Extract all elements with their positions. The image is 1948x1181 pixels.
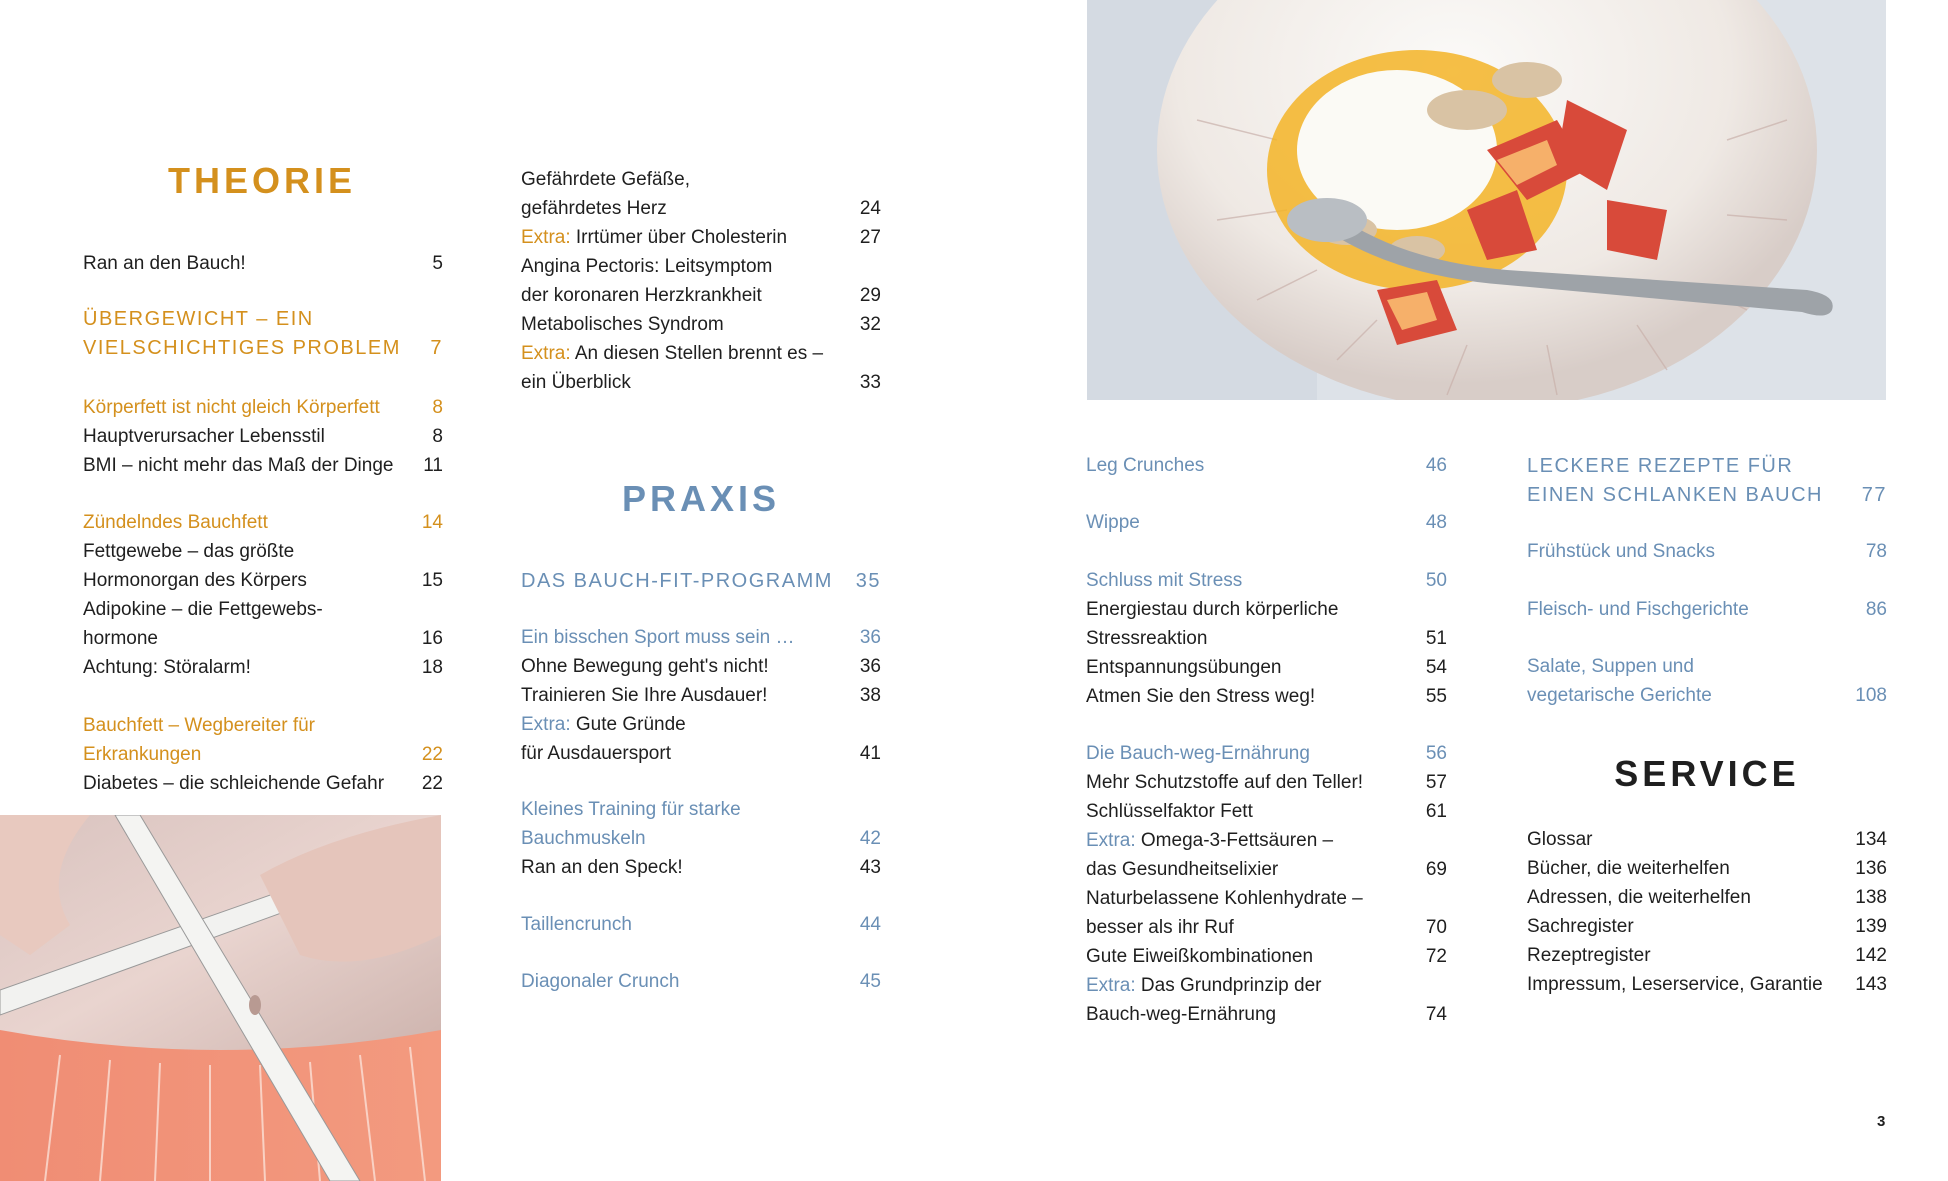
toc-column-4: LECKERE REZEPTE FÜR EINEN SCHLANKEN BAUCH 77 Frühstück und Snacks 78 Fleisch- und Fischgerichte 86 Salate, Suppen und vegetarische Gerichte 108 SERVICE Glossar 134 Bücher, die weiterhelfen 136 Adressen, die weiterhelfen 138 Sachregister 139 Rezeptregister 142 Impressum, Leserservice, Garantie 143: [1527, 455, 1887, 995]
service-heading: SERVICE: [1614, 753, 1800, 794]
praxis-heading: PRAXIS: [621, 478, 781, 519]
toc-column-theorie: Ran an den Bauch! 5 ÜBERGEWICHT – EIN VIELSCHICHTIGES PROBLEM 7 Körperfett ist nicht gleich Körperfett 8 Hauptverursacher Lebensstil 8 BMI – nicht mehr das Maß der Dinge 11 Zündelndes Bauchfett 14 Fettgewebe – das größte Hormonorgan des Körpers 15 Adipokine – die Fettgewebs- hormone 16 Achtung: Störalarm! 18 Bauchfett – Wegbereiter für Erkrankungen 22 Diabetes – die schleichende Gefahr 22: [83, 253, 443, 794]
page-number: 3: [1877, 1113, 1886, 1130]
toc-column-2: Gefährdete Gefäße, gefährdetes Herz 24 Extra: Irrtümer über Cholesterin 27 Angina Pectoris: Leitsymptom der koronaren Herzkrankheit 29 Metabolisches Syndrom 32 Extra: An diesen Stellen brennt es – ein Überblick 33 PRAXIS DAS BAUCH-FIT-PROGRAMM 35 Ein bisschen Sport muss sein … 36 Ohne Bewegung geht's nicht! 36 Trainieren Sie Ihre Ausdauer! 38 Extra: Gute Gründe für Ausdauersport 41 Kleines Training für starke Bauchmuskeln 42 Ran an den Speck! 43 Taillencrunch 44 Diagonaler Crunch 45: [521, 169, 881, 992]
toc-column-3: Leg Crunches 46 Wippe 48 Schluss mit Stress 50 Energiestau durch körperliche Stressreaktion 51 Entspannungsübungen 54 Atmen Sie den Stress weg! 55 Die Bauch-weg-Ernährung 56 Mehr Schutzstoffe auf den Teller! 57 Schlüsselfaktor Fett 61 Extra: Omega-3-Fettsäuren – das Gesundheitselixier 69 Naturbelassene Kohlenhydrate – besser als ihr Ruf 70 Gute Eiweißkombinationen 72 Extra: Das Grundprinzip der Bauch-weg-Ernährung 74: [1086, 455, 1447, 1025]
theorie-heading: THEORIE: [167, 160, 356, 201]
measuring-tape-photo: [0, 815, 441, 1181]
